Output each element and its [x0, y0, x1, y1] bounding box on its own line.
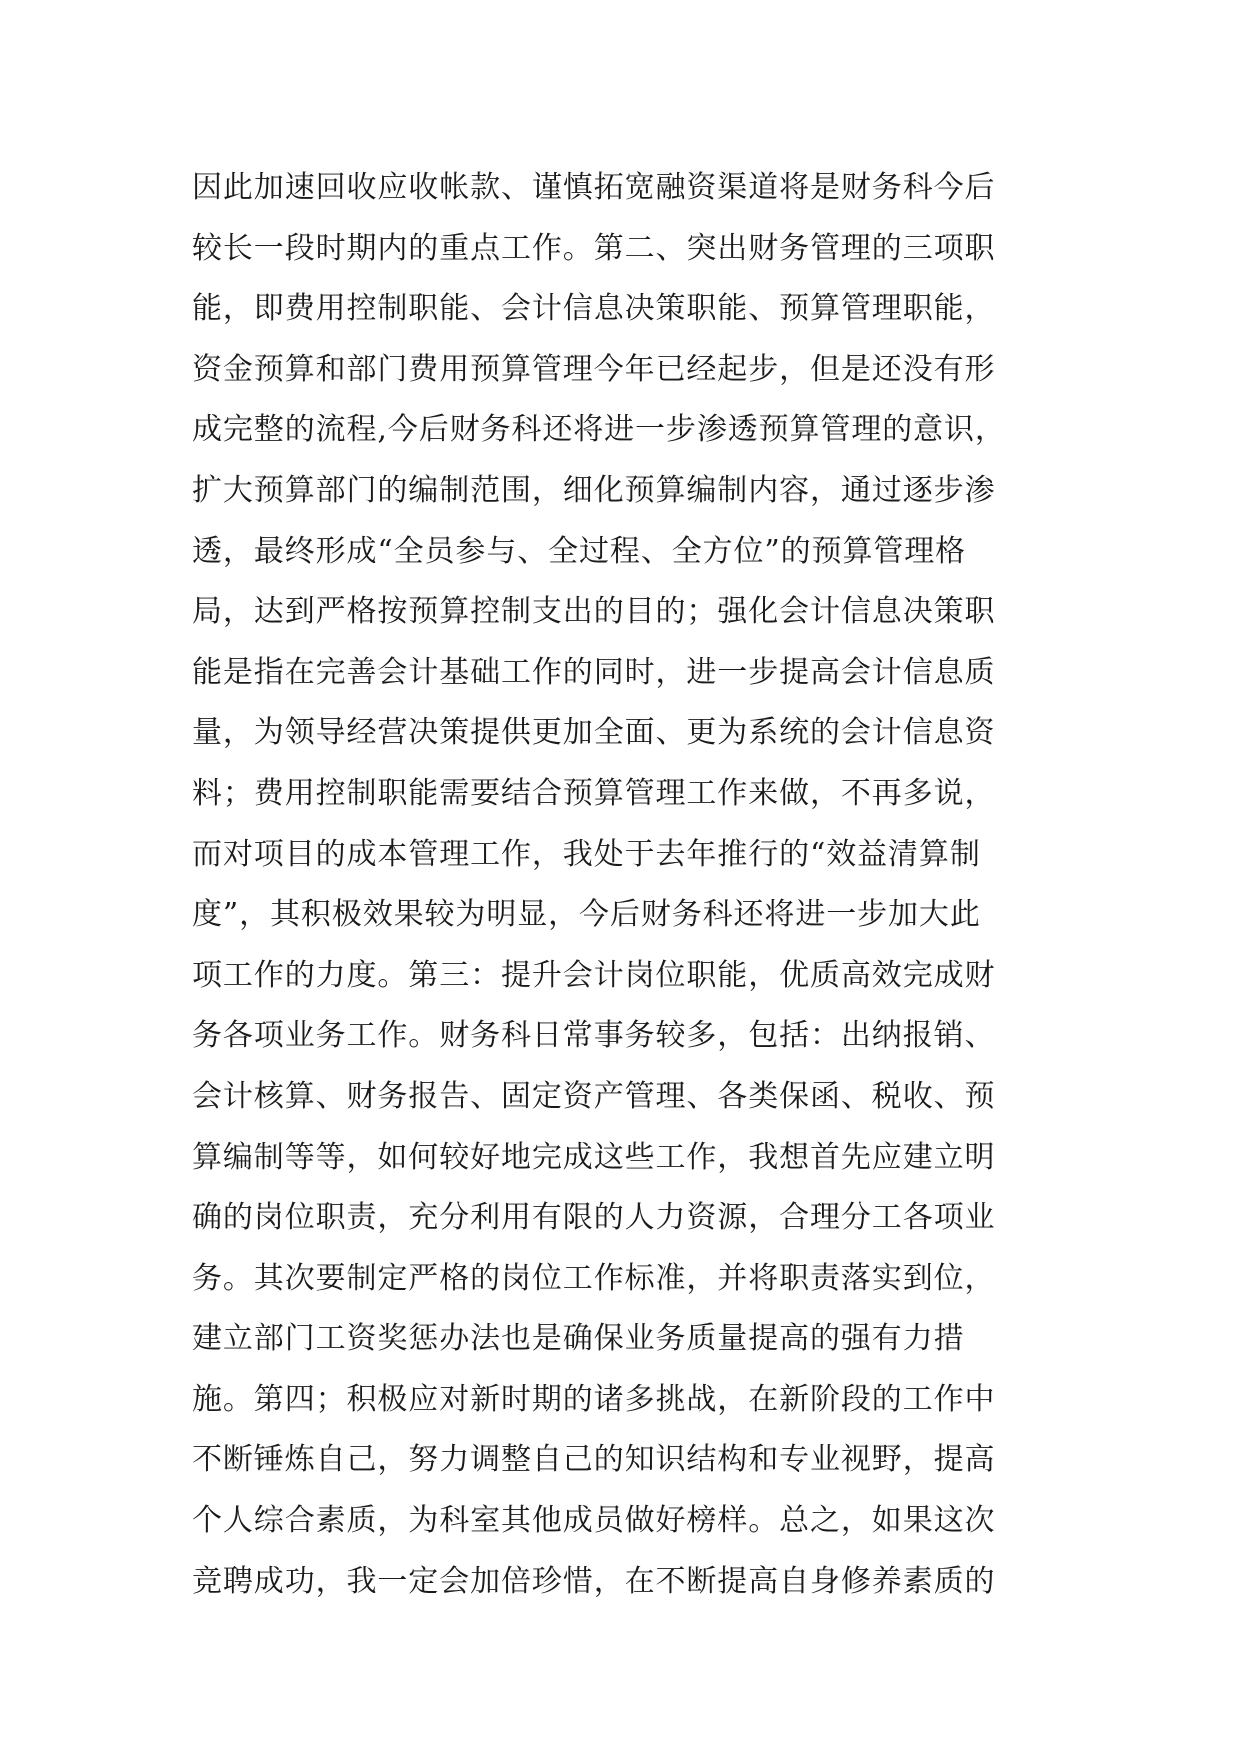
text-line-18: 确的岗位职责，充分利用有限的人力资源，合理分工各项业 [192, 1200, 996, 1236]
text-line-11: 料；费用控制职能需要结合预算管理工作来做，不再多说， [192, 775, 996, 811]
text-line-3: 能，即费用控制职能、会计信息决策职能、预算管理职能， [192, 291, 996, 327]
text-line-9: 能是指在完善会计基础工作的同时，进一步提高会计信息质 [192, 654, 996, 690]
text-line-15: 务各项业务工作。财务科日常事务较多，包括：出纳报销、 [192, 1018, 996, 1054]
text-line-24: 竞聘成功，我一定会加倍珍惜，在不断提高自身修养素质的 [192, 1563, 996, 1599]
text-line-8: 局，达到严格按预算控制支出的目的；强化会计信息决策职 [192, 594, 996, 630]
text-line-21: 施。第四；积极应对新时期的诸多挑战，在新阶段的工作中 [192, 1381, 996, 1417]
text-line-7: 透，最终形成“全员参与、全过程、全方位”的预算管理格 [192, 533, 967, 569]
text-line-2: 较长一段时期内的重点工作。第二、突出财务管理的三项职 [192, 230, 996, 266]
text-line-14: 项工作的力度。第三：提升会计岗位职能，优质高效完成财 [192, 957, 996, 993]
text-line-13: 度”，其积极效果较为明显，今后财务科还将进一步加大此 [192, 897, 981, 933]
text-line-22: 不断锤炼自己，努力调整自己的知识结构和专业视野，提高 [192, 1442, 996, 1478]
text-line-12: 而对项目的成本管理工作，我处于去年推行的“效益清算制 [192, 836, 981, 872]
text-line-6: 扩大预算部门的编制范围，细化预算编制内容，通过逐步渗 [192, 472, 996, 508]
text-line-10: 量，为领导经营决策提供更加全面、更为系统的会计信息资 [192, 715, 996, 751]
text-line-17: 算编制等等，如何较好地完成这些工作，我想首先应建立明 [192, 1139, 996, 1175]
body-paragraph [192, 158, 1072, 1612]
text-line-1: 因此加速回收应收帐款、谨慎拓宽融资渠道将是财务科今后 [192, 170, 996, 205]
text-line-4: 资金预算和部门费用预算管理今年已经起步，但是还没有形 [192, 351, 996, 387]
text-line-16: 会计核算、财务报告、固定资产管理、各类保函、税收、预 [192, 1078, 996, 1114]
text-line-23: 个人综合素质，为科室其他成员做好榜样。总之，如果这次 [192, 1503, 996, 1539]
text-line-5: 成完整的流程,今后财务科还将进一步渗透预算管理的意识， [192, 412, 1006, 448]
text-line-20: 建立部门工资奖惩办法也是确保业务质量提高的强有力措 [192, 1321, 965, 1357]
text-line-19: 务。其次要制定严格的岗位工作标准，并将职责落实到位， [192, 1260, 996, 1296]
